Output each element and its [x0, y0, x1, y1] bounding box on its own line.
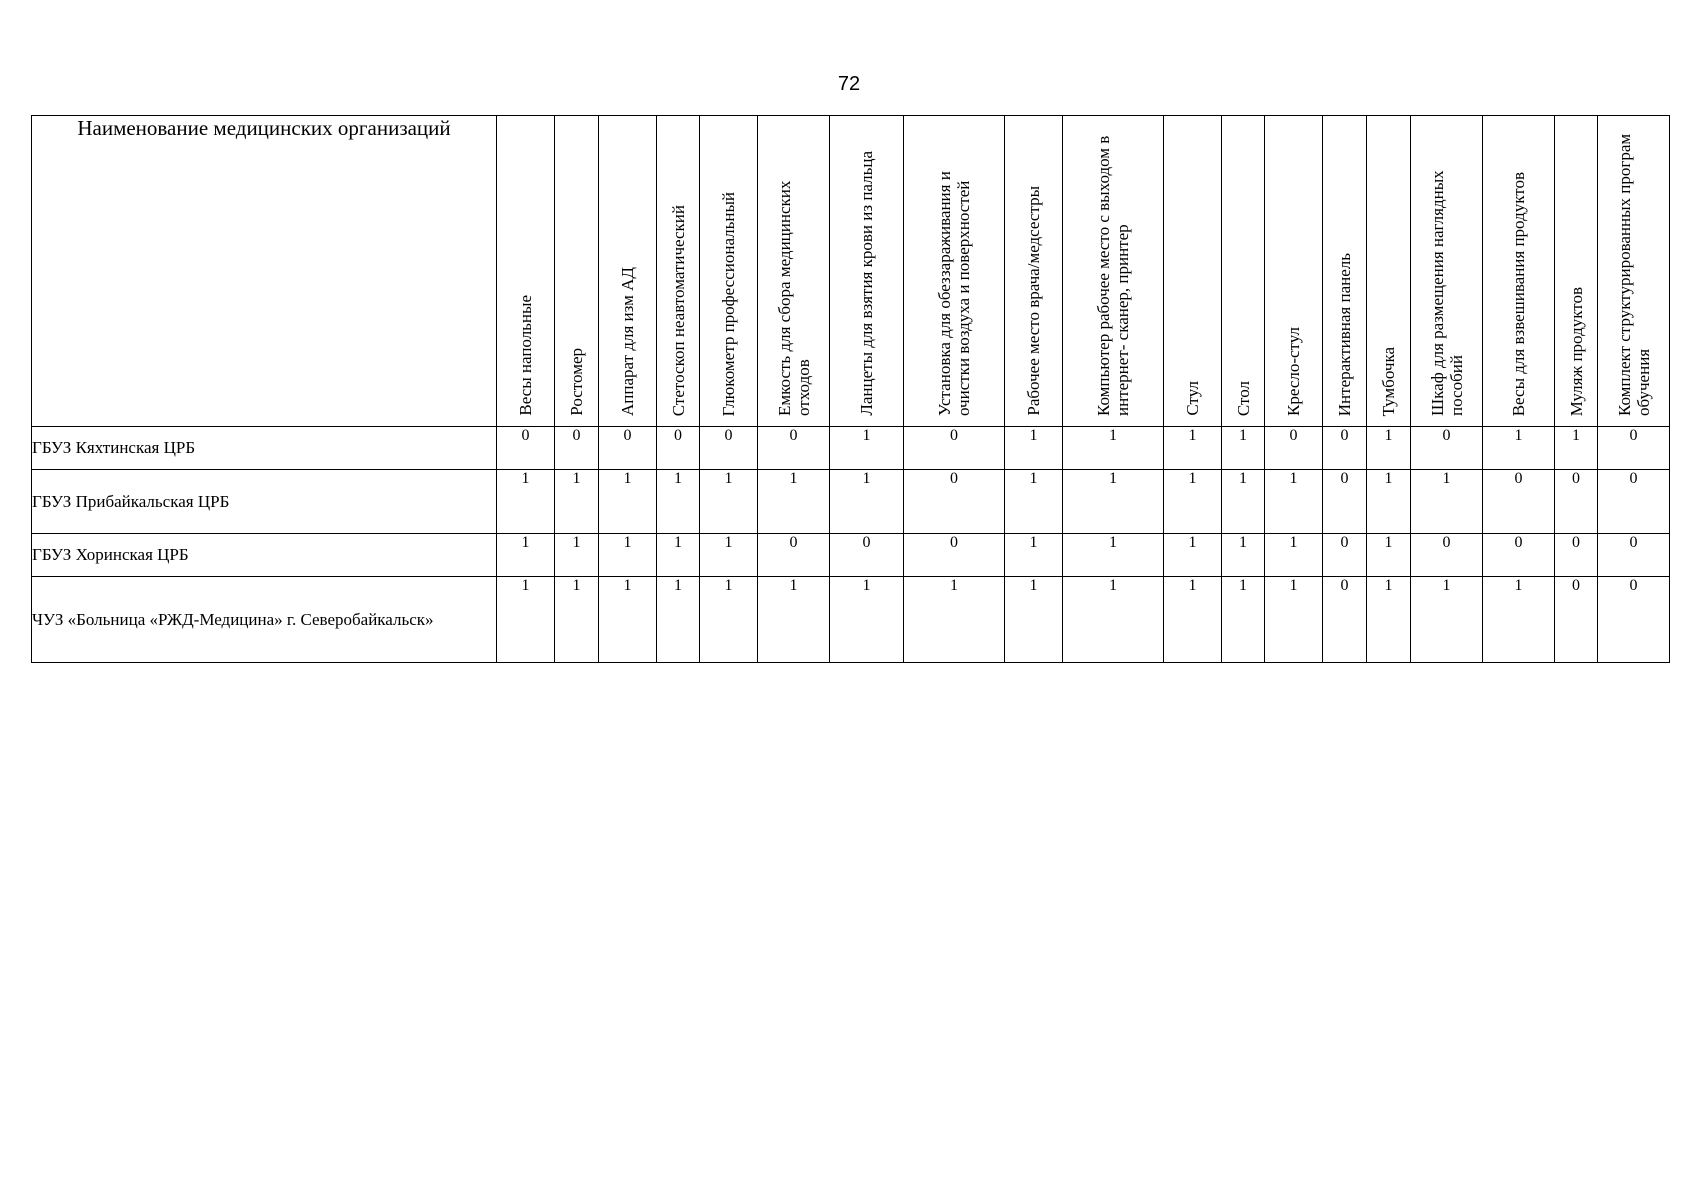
table-cell: 1 [555, 470, 599, 534]
table-cell: 1 [904, 577, 1005, 663]
table-cell: 1 [555, 577, 599, 663]
table-cell: 0 [1323, 577, 1367, 663]
table-cell: 0 [555, 427, 599, 470]
column-header [1411, 116, 1483, 427]
table-cell: 0 [1598, 577, 1670, 663]
row-name: ГБУЗ Хоринская ЦРБ [32, 534, 497, 577]
table-cell: 1 [758, 577, 830, 663]
table-cell: 0 [1411, 427, 1483, 470]
table-cell: 1 [555, 534, 599, 577]
table-cell: 0 [1265, 427, 1323, 470]
table-cell: 0 [1323, 470, 1367, 534]
table-cell: 0 [1598, 427, 1670, 470]
column-header-label: Муляж продуктов [1566, 286, 1586, 416]
table-cell: 1 [657, 470, 700, 534]
column-header-label: Ростомер [567, 348, 586, 416]
table-cell: 1 [1222, 577, 1265, 663]
table-cell: 1 [599, 577, 657, 663]
table-cell: 0 [758, 427, 830, 470]
table-cell: 1 [1367, 577, 1411, 663]
table-cell: 0 [497, 427, 555, 470]
table-cell: 1 [830, 577, 904, 663]
column-header [904, 116, 1005, 427]
column-header-label: Стетоскоп неавтоматический [668, 204, 688, 416]
table-row [32, 577, 1670, 663]
table-cell: 1 [1222, 534, 1265, 577]
column-header-label: Комплект структурированных програм обучения [1614, 133, 1653, 416]
table-cell: 1 [657, 534, 700, 577]
table-cell: 0 [1555, 577, 1598, 663]
column-header-label: Компьютер рабочее место с выходом в интернет- сканер, принтер [1094, 135, 1132, 416]
page-number: 72 [837, 73, 861, 95]
table-cell: 0 [1323, 534, 1367, 577]
table-cell: 1 [1063, 577, 1164, 663]
column-header-label: Аппарат для изм АД [618, 267, 637, 416]
column-header [1483, 116, 1555, 427]
table-cell: 1 [1265, 470, 1323, 534]
table-cell: 1 [1265, 534, 1323, 577]
column-header-label: Стул [1183, 381, 1202, 416]
column-header-label: Кресло-стул [1284, 327, 1303, 416]
column-header [1555, 116, 1598, 427]
table-cell: 1 [497, 577, 555, 663]
column-header [830, 116, 904, 427]
table-cell: 0 [758, 534, 830, 577]
equipment-table [31, 115, 1670, 663]
table-cell: 0 [1411, 534, 1483, 577]
table-cell: 0 [1323, 427, 1367, 470]
header-row [32, 116, 1670, 427]
table-cell: 1 [1367, 534, 1411, 577]
table-row [32, 470, 1670, 534]
column-header [497, 116, 555, 427]
table-cell: 1 [1265, 577, 1323, 663]
column-header [758, 116, 830, 427]
table-cell: 1 [1367, 470, 1411, 534]
table-cell: 1 [1005, 470, 1063, 534]
table-cell: 0 [1598, 534, 1670, 577]
table-cell: 1 [657, 577, 700, 663]
table-cell: 1 [1164, 470, 1222, 534]
table-cell: 1 [1063, 470, 1164, 534]
table-cell: 1 [1483, 577, 1555, 663]
column-header [1164, 116, 1222, 427]
column-header [1265, 116, 1323, 427]
row-name: ЧУЗ «Больница «РЖД-Медицина» г. Северобайкальск» [32, 577, 497, 663]
table-cell: 1 [830, 427, 904, 470]
table-cell: 1 [700, 470, 758, 534]
table-cell: 1 [599, 534, 657, 577]
column-header-label: Установка для обеззараживания и очистки воздуха и поверхностей [935, 171, 973, 416]
column-header-label: Весы напольные [516, 295, 535, 416]
table-cell: 1 [1411, 470, 1483, 534]
table-cell: 0 [1483, 534, 1555, 577]
table-cell: 0 [904, 427, 1005, 470]
table-row [32, 427, 1670, 470]
table-cell: 1 [1483, 427, 1555, 470]
table-cell: 1 [1005, 427, 1063, 470]
column-header-label: Глюкометр профессиональный [719, 191, 738, 416]
table-cell: 1 [830, 470, 904, 534]
column-header-label: Емкость для сбора медицинских отходов [774, 180, 813, 416]
name-column-header: Наименование медицинских организаций [32, 116, 497, 427]
table-cell: 0 [1555, 534, 1598, 577]
column-header-label: Тумбочка [1379, 346, 1398, 416]
table-cell: 0 [1483, 470, 1555, 534]
row-name: ГБУЗ Прибайкальская ЦРБ [32, 470, 497, 534]
table-cell: 1 [1222, 470, 1265, 534]
table-cell: 0 [830, 534, 904, 577]
table-cell: 1 [1005, 534, 1063, 577]
table-cell: 1 [700, 534, 758, 577]
table-cell: 1 [1005, 577, 1063, 663]
column-header [1063, 116, 1164, 427]
table-cell: 1 [1063, 427, 1164, 470]
table-cell: 0 [904, 534, 1005, 577]
table-cell: 1 [1222, 427, 1265, 470]
column-header-label: Шкаф для размещения наглядных пособий [1427, 170, 1466, 416]
table-cell: 1 [599, 470, 657, 534]
table-cell: 1 [1164, 427, 1222, 470]
column-header [555, 116, 599, 427]
table-cell: 0 [904, 470, 1005, 534]
table-cell: 0 [1555, 470, 1598, 534]
table-cell: 1 [1063, 534, 1164, 577]
table-cell: 0 [1598, 470, 1670, 534]
table-cell: 1 [758, 470, 830, 534]
column-header-label: Ланцеты для взятия крови из пальца [857, 151, 876, 416]
table-cell: 1 [497, 534, 555, 577]
row-name: ГБУЗ Кяхтинская ЦРБ [32, 427, 497, 470]
table-row [32, 534, 1670, 577]
column-header [657, 116, 700, 427]
table-cell: 1 [1367, 427, 1411, 470]
column-header-label: Весы для взвешивания продуктов [1509, 171, 1528, 416]
table-cell: 0 [700, 427, 758, 470]
column-header [1005, 116, 1063, 427]
table-cell: 1 [700, 577, 758, 663]
table-cell: 1 [1411, 577, 1483, 663]
column-header [1323, 116, 1367, 427]
table-cell: 1 [497, 470, 555, 534]
column-header-label: Интерактивная панель [1335, 252, 1354, 416]
column-header [1598, 116, 1670, 427]
table-cell: 1 [1164, 534, 1222, 577]
column-header-label: Рабочее место врача/медсестры [1024, 186, 1043, 416]
column-header [700, 116, 758, 427]
table-cell: 0 [599, 427, 657, 470]
column-header [1222, 116, 1265, 427]
column-header-label: Стол [1233, 380, 1253, 416]
table-cell: 1 [1555, 427, 1598, 470]
table-cell: 1 [1164, 577, 1222, 663]
column-header [599, 116, 657, 427]
table-cell: 0 [657, 427, 700, 470]
column-header [1367, 116, 1411, 427]
